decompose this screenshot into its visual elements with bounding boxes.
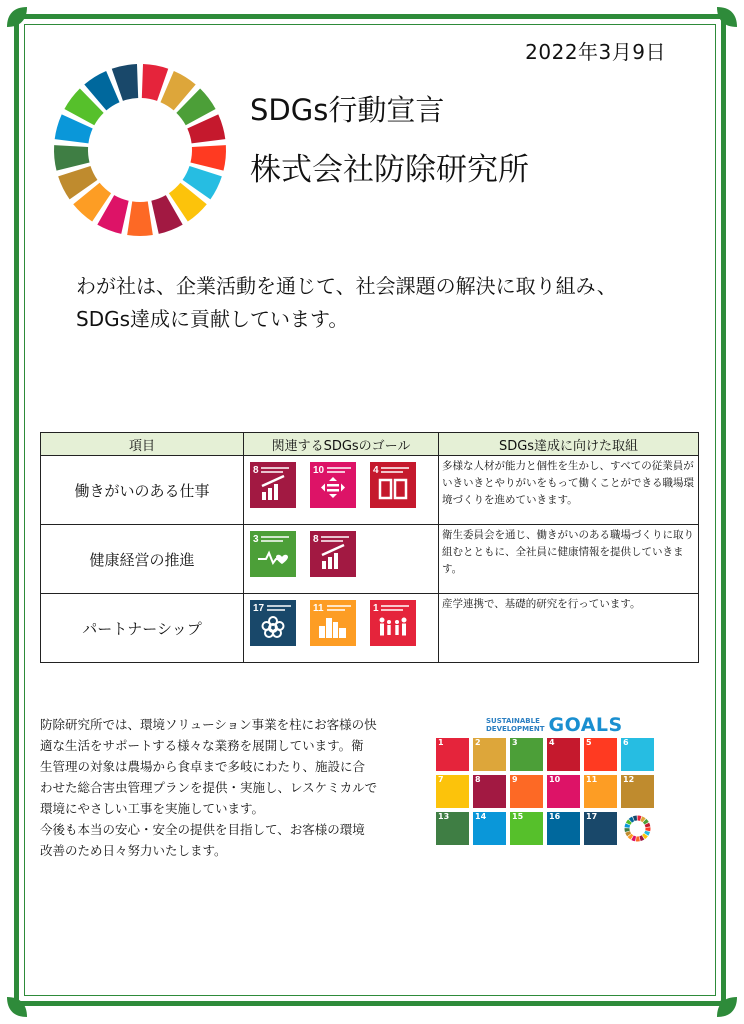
row-item: 健康経営の推進 xyxy=(41,525,244,594)
declaration-title: SDGs行動宣言 xyxy=(250,93,445,127)
goals-grid-tile xyxy=(547,738,580,771)
goals-grid-wheel-tile xyxy=(621,812,654,845)
sdg-goal-3-tile xyxy=(250,531,296,577)
goals-grid-tile xyxy=(510,812,543,845)
statement-line: わが社は、企業活動を通じて、社会課題の解決に取り組み、 xyxy=(76,274,617,298)
goals-grid-tile xyxy=(473,775,506,808)
tile-number: 6 xyxy=(623,738,629,747)
tile-number: 16 xyxy=(549,812,561,821)
tile-number: 3 xyxy=(512,738,518,747)
partnership-flower-icon xyxy=(250,600,296,646)
goals-grid-tile xyxy=(547,812,580,845)
goals-grid-tile xyxy=(436,738,469,771)
family-people-icon xyxy=(370,600,416,646)
sdg-goal-10-tile xyxy=(310,462,356,508)
row-initiative: 多様な人材が能力と個性を生かし、すべての従業員がいきいきとやりがいをもって働くことができる職場環境づくりを進めていきます。 xyxy=(439,456,699,525)
table-row xyxy=(41,456,699,525)
goals-grid-tile xyxy=(621,775,654,808)
tile-number: 2 xyxy=(475,738,481,747)
goals-tile-grid xyxy=(436,738,654,845)
row-item: 働きがいのある仕事 xyxy=(41,456,244,525)
tile-number: 5 xyxy=(586,738,592,747)
tile-number: 8 xyxy=(475,775,481,784)
sdg-goal-8-tile xyxy=(250,462,296,508)
goals-grid-tile xyxy=(510,775,543,808)
row-goal-icons xyxy=(244,525,439,594)
declaration-date: 2022年3月9日 xyxy=(525,40,666,64)
city-buildings-icon xyxy=(310,600,356,646)
equality-arrows-icon xyxy=(310,462,356,508)
leaf-ornament-icon xyxy=(4,994,30,1020)
goals-grid-tile xyxy=(621,738,654,771)
tile-number: 11 xyxy=(586,775,598,784)
company-description xyxy=(40,714,380,861)
mini-sdgs-wheel-icon xyxy=(621,812,654,845)
leaf-ornament-icon xyxy=(714,4,740,30)
tile-number: 1 xyxy=(438,738,444,747)
row-initiative: 衛生委員会を通じ、働きがいのある職場づくりに取り組むとともに、全社員に健康情報を提供していきます。 xyxy=(439,525,699,594)
goals-grid-tile xyxy=(547,775,580,808)
header-item: 項目 xyxy=(41,433,244,456)
svg-text:4: 4 xyxy=(373,465,379,476)
sdgs-goals-table xyxy=(40,432,699,663)
tile-number: 9 xyxy=(512,775,518,784)
svg-text:17: 17 xyxy=(253,603,265,614)
tile-number: 7 xyxy=(438,775,444,784)
sdgs-goals-poster xyxy=(436,712,656,846)
svg-text:1: 1 xyxy=(373,603,379,614)
leaf-ornament-icon xyxy=(4,4,30,30)
heartbeat-icon xyxy=(250,531,296,577)
goals-grid-tile xyxy=(584,738,617,771)
book-icon xyxy=(370,462,416,508)
tile-number: 15 xyxy=(512,812,524,821)
description-line: 改善のため日々努力いたします。 xyxy=(40,843,227,858)
goals-grid-tile xyxy=(436,812,469,845)
table-row xyxy=(41,525,699,594)
goals-grid-tile xyxy=(584,812,617,845)
goals-grid-tile xyxy=(584,775,617,808)
goals-grid-tile xyxy=(473,812,506,845)
svg-text:8: 8 xyxy=(313,534,319,545)
svg-text:11: 11 xyxy=(313,603,324,614)
wheel-segment xyxy=(190,145,226,171)
tile-number: 14 xyxy=(475,812,487,821)
svg-text:10: 10 xyxy=(313,465,325,476)
description-line: 環境にやさしい工事を実施しています。 xyxy=(40,801,265,816)
sdg-goal-11-tile xyxy=(310,600,356,646)
wheel-segment xyxy=(127,201,153,236)
goals-wordmark xyxy=(486,712,623,738)
sdg-goal-1-tile xyxy=(370,600,416,646)
tile-number: 13 xyxy=(438,812,450,821)
table-row xyxy=(41,594,699,663)
sdg-goal-17-tile xyxy=(250,600,296,646)
sdgs-wheel-logo xyxy=(52,62,228,238)
row-goal-icons xyxy=(244,594,439,663)
declaration-statement xyxy=(76,270,676,336)
sdg-goal-4-tile xyxy=(370,462,416,508)
row-item: パートナーシップ xyxy=(41,594,244,663)
wordmark-small-line: SUSTAINABLE xyxy=(486,717,540,725)
tile-number: 17 xyxy=(586,812,598,821)
wheel-segment xyxy=(54,145,90,171)
tile-number: 4 xyxy=(549,738,555,747)
description-line: 適な生活をサポートする様々な業務を展開しています。衛 xyxy=(40,738,364,753)
goals-grid-tile xyxy=(473,738,506,771)
statement-line: SDGs達成に貢献しています。 xyxy=(76,307,349,331)
wordmark-goals: GOALS xyxy=(548,714,623,736)
tile-number: 10 xyxy=(549,775,561,784)
growth-chart-icon xyxy=(250,462,296,508)
description-line: わせた総合害虫管理プランを提供・実施し、レスケミカルで xyxy=(40,780,378,795)
description-line: 防除研究所では、環境ソリューション事業を柱にお客様の快 xyxy=(40,717,377,732)
leaf-ornament-icon xyxy=(714,994,740,1020)
svg-text:3: 3 xyxy=(253,534,259,545)
description-line: 生管理の対象は農場から食卓まで多岐にわたり、施設に合 xyxy=(40,759,366,774)
table-header-row xyxy=(41,433,699,456)
svg-text:8: 8 xyxy=(253,465,259,476)
growth-chart-icon xyxy=(310,531,356,577)
wordmark-small-line: DEVELOPMENT xyxy=(486,725,545,733)
header-initiatives: SDGs達成に向けた取組 xyxy=(439,433,699,456)
sdg-goal-8-tile xyxy=(310,531,356,577)
goals-grid-tile xyxy=(436,775,469,808)
company-name: 株式会社防除研究所 xyxy=(250,152,529,188)
row-goal-icons xyxy=(244,456,439,525)
tile-number: 12 xyxy=(623,775,635,784)
header-related-goals: 関連するSDGsのゴール xyxy=(244,433,439,456)
goals-grid-tile xyxy=(510,738,543,771)
row-initiative: 産学連携で、基礎的研究を行っています。 xyxy=(439,594,699,663)
description-line: 今後も本当の安心・安全の提供を目指して、お客様の環境 xyxy=(40,822,365,837)
